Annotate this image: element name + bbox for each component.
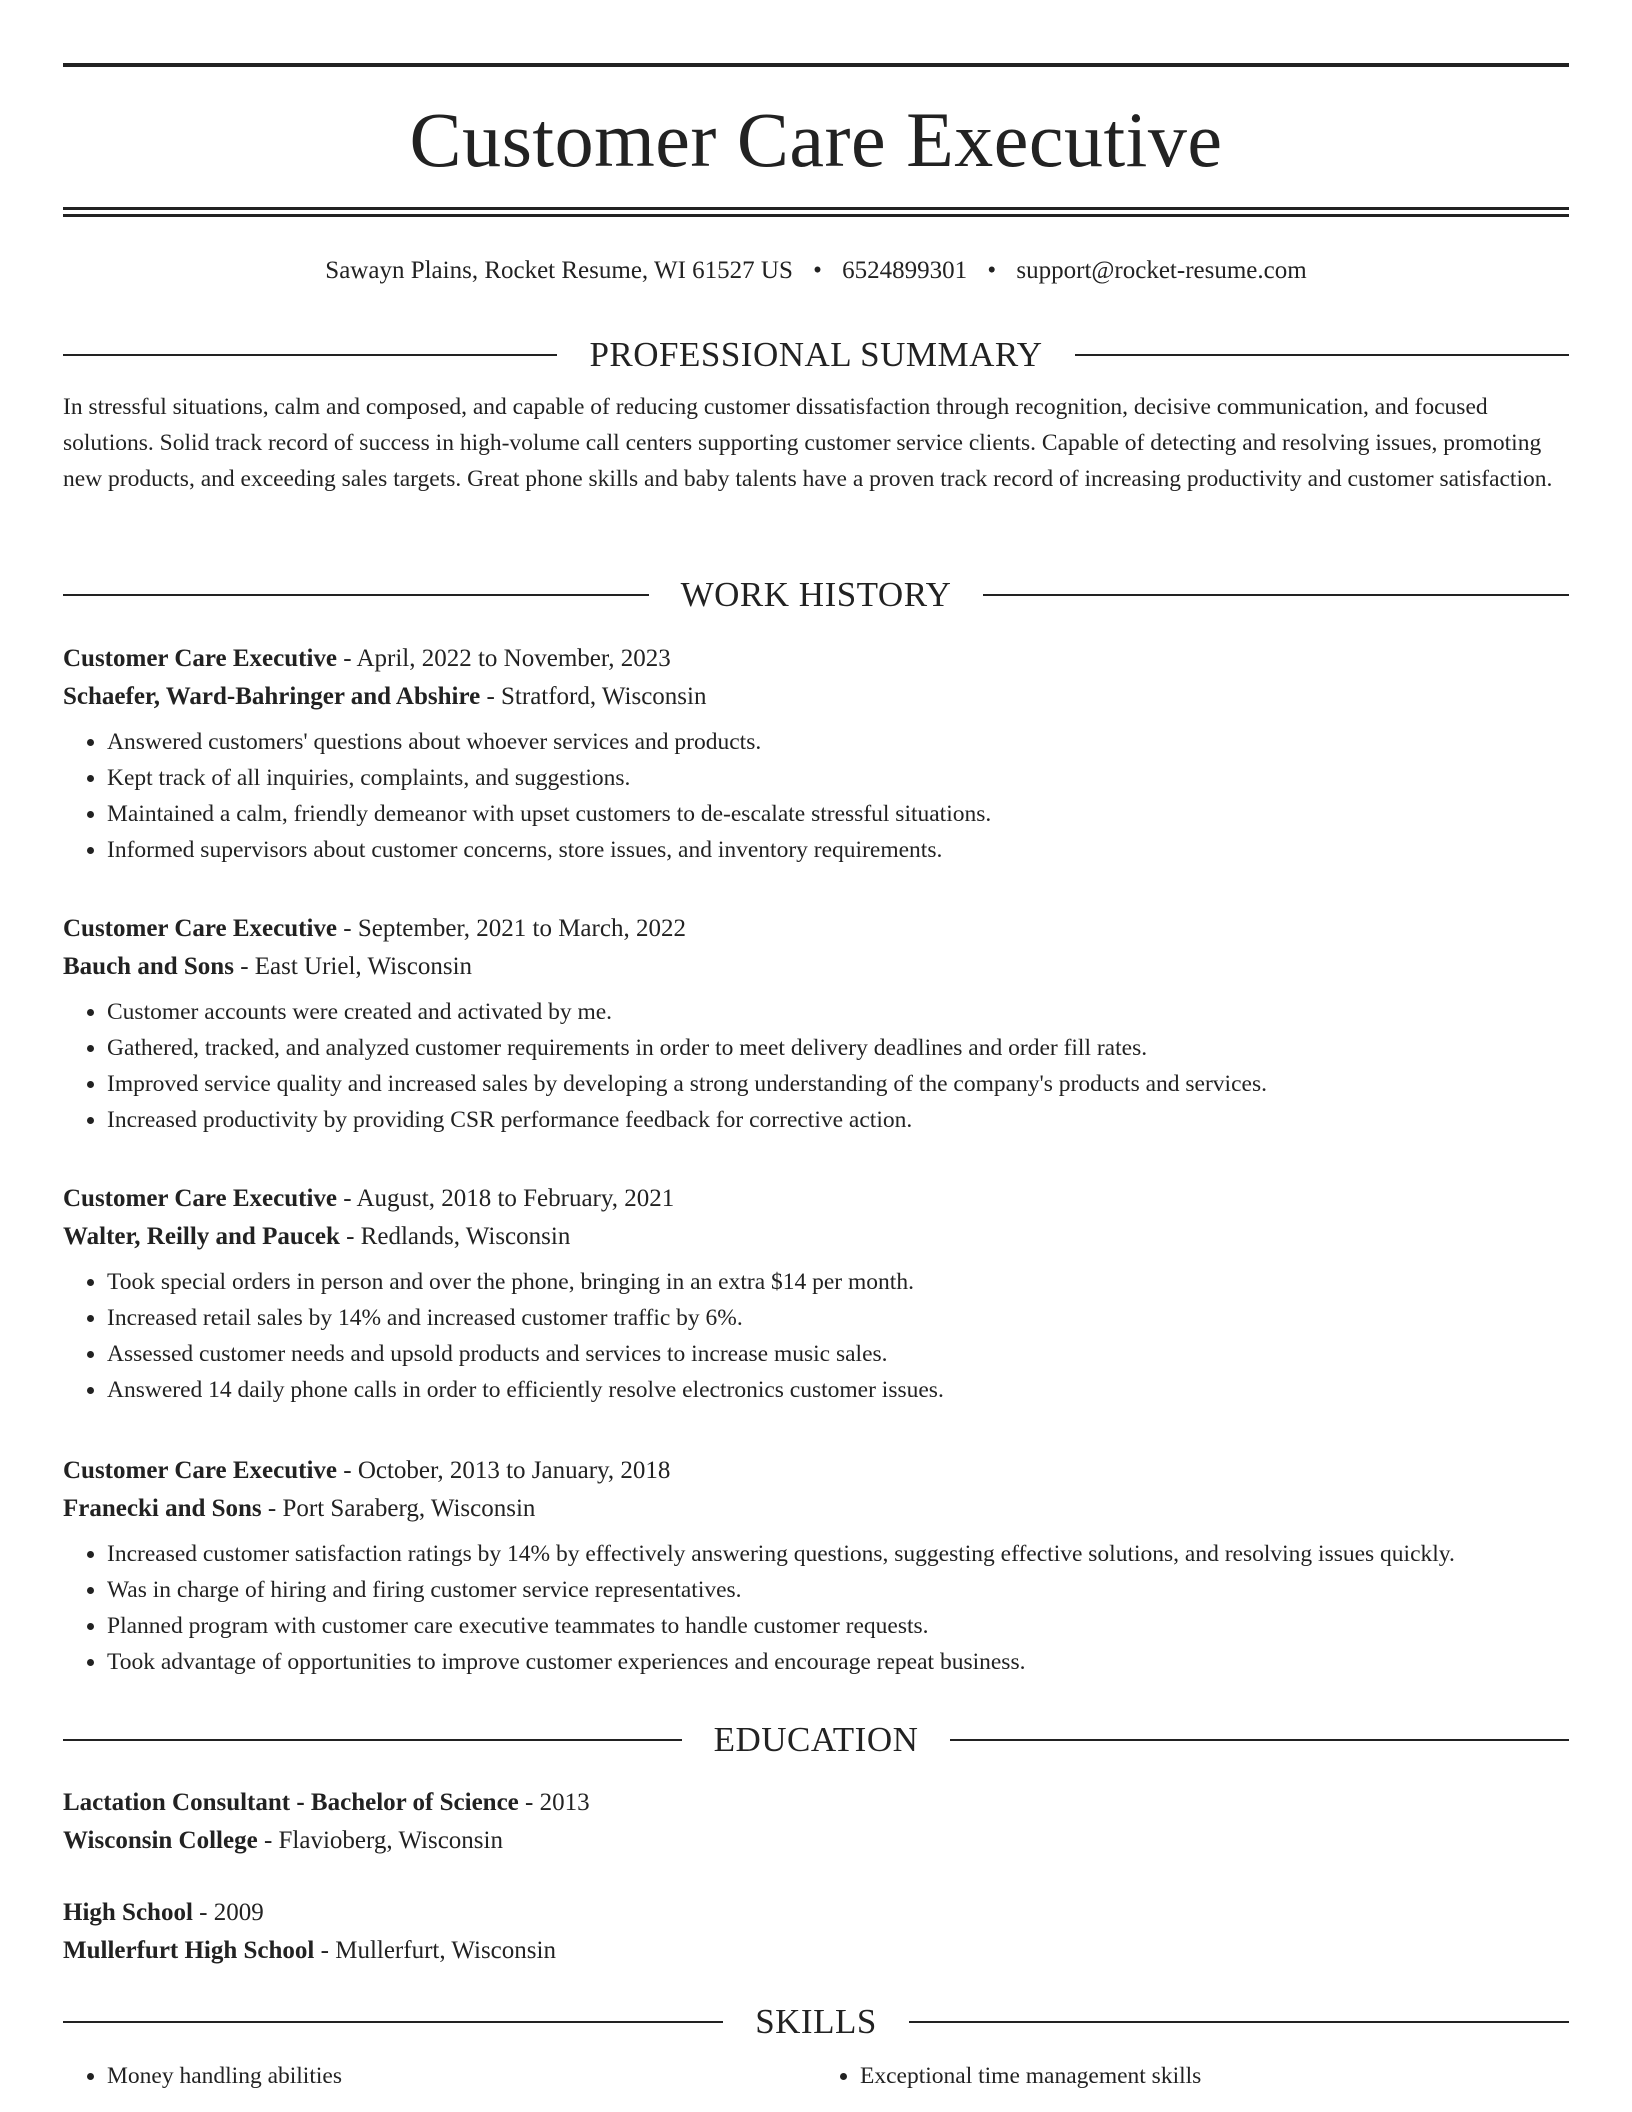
summary-section	[63, 331, 1569, 497]
job-title: Customer Care Executive	[63, 1185, 338, 1212]
skills-heading: SKILLS	[755, 2002, 877, 2041]
job-title: Customer Care Executive	[63, 645, 338, 672]
contact-line	[63, 254, 1569, 288]
section-heading	[63, 1716, 1569, 1764]
education-location: - Mullerfurt, Wisconsin	[314, 1937, 556, 1964]
skills-section	[63, 1998, 1569, 2094]
job-company: Bauch and Sons	[63, 953, 234, 980]
heading-rule	[1075, 354, 1569, 356]
job-location: - East Uriel, Wisconsin	[233, 953, 473, 980]
heading-rule	[63, 354, 557, 356]
job-bullets	[63, 724, 1569, 868]
heading-rule	[909, 2021, 1569, 2023]
education-degree: High School	[63, 1899, 193, 1926]
job-title: Customer Care Executive	[63, 915, 338, 942]
work-history-heading: WORK HISTORY	[680, 575, 952, 614]
contact-email: support@rocket-resume.com	[1016, 257, 1307, 284]
job-dates: - September, 2021 to March, 2022	[337, 915, 686, 942]
job-title: Customer Care Executive	[63, 1457, 338, 1484]
job-bullet: • Planned program with customer care executive teammates to handle customer requests.	[107, 1608, 1569, 1644]
job-company: Franecki and Sons	[63, 1495, 262, 1522]
job-location: - Redlands, Wisconsin	[339, 1223, 571, 1250]
job-bullet: • Took advantage of opportunities to improve customer experiences and encourage repeat business.	[107, 1644, 1569, 1680]
job-bullet: • Assessed customer needs and upsold products and services to increase music sales.	[107, 1336, 1569, 1372]
skills-grid	[63, 2046, 1569, 2094]
education-entry	[63, 1784, 1569, 1860]
section-heading	[63, 1998, 1569, 2046]
education-school: Wisconsin College	[63, 1827, 258, 1854]
skills-list-right	[816, 2058, 1569, 2094]
job-bullet: • Answered customers' questions about whoever services and products.	[107, 724, 1569, 760]
education-school: Mullerfurt High School	[63, 1937, 315, 1964]
job-bullets	[63, 994, 1569, 1138]
title-double-rule	[63, 207, 1569, 217]
job-bullet: • Increased customer satisfaction ratings by 14% by effectively answering questions, suggesting effective solutions, and resolving issues quickly.	[107, 1536, 1569, 1572]
work-history-section	[63, 571, 1569, 619]
education-heading: EDUCATION	[713, 1720, 919, 1759]
education-degree: Lactation Consultant - Bachelor of Science	[63, 1789, 519, 1816]
job-bullet: • Maintained a calm, friendly demeanor with upset customers to de-escalate stressful situations.	[107, 796, 1569, 832]
contact-separator: •	[987, 257, 997, 284]
heading-rule	[63, 2021, 723, 2023]
section-heading	[63, 571, 1569, 619]
contact-separator: •	[813, 257, 822, 284]
job-bullet: • Gathered, tracked, and analyzed customer requirements in order to meet delivery deadlines and order fill rates.	[107, 1030, 1569, 1066]
heading-rule	[63, 1739, 682, 1741]
job-location: - Stratford, Wisconsin	[480, 683, 707, 710]
summary-heading: PROFESSIONAL SUMMARY	[589, 335, 1043, 374]
education-year: - 2009	[192, 1899, 264, 1926]
job-company: Schaefer, Ward-Bahringer and Abshire	[63, 683, 481, 710]
skill-item: • Money handling abilities	[107, 2058, 816, 2094]
job-bullet: • Customer accounts were created and activated by me.	[107, 994, 1569, 1030]
heading-rule	[63, 594, 649, 596]
job-dates: - August, 2018 to February, 2021	[337, 1185, 675, 1212]
job-dates: - October, 2013 to January, 2018	[337, 1457, 671, 1484]
section-heading	[63, 331, 1569, 379]
job-bullet: • Answered 14 daily phone calls in order to efficiently resolve electronics customer issues.	[107, 1372, 1569, 1408]
job-bullets	[63, 1536, 1569, 1680]
job-entry	[63, 1180, 1569, 1408]
job-company: Walter, Reilly and Paucek	[63, 1223, 340, 1250]
job-bullet: • Improved service quality and increased sales by developing a strong understanding of the company's products and services.	[107, 1066, 1569, 1102]
contact-address: Sawayn Plains, Rocket Resume, WI 61527 US	[325, 257, 793, 284]
summary-text: In stressful situations, calm and composed, and capable of reducing customer dissatisfaction through recognition, decisive communication, and focused solutions. Solid track record of success in high-volume call centers supporting customer service clients. Capable of detecting and resolving issues, promoting new products, and exceeding sales targets. Great phone skills and baby talents have a proven track record of increasing productivity and customer satisfaction.	[63, 394, 1553, 492]
job-bullet: • Was in charge of hiring and firing customer service representatives.	[107, 1572, 1569, 1608]
skills-list-left	[63, 2058, 816, 2094]
job-bullet: • Informed supervisors about customer concerns, store issues, and inventory requirements.	[107, 832, 1569, 868]
job-bullet: • Took special orders in person and over the phone, bringing in an extra $14 per month.	[107, 1264, 1569, 1300]
job-bullet: • Kept track of all inquiries, complaints, and suggestions.	[107, 760, 1569, 796]
contact-phone: 6524899301	[842, 257, 968, 284]
job-entry	[63, 1452, 1569, 1680]
job-entry	[63, 640, 1569, 868]
education-entry	[63, 1894, 1569, 1970]
education-section	[63, 1716, 1569, 1764]
job-bullet: • Increased retail sales by 14% and increased customer traffic by 6%.	[107, 1300, 1569, 1336]
job-bullet: • Increased productivity by providing CSR performance feedback for corrective action.	[107, 1102, 1569, 1138]
job-bullets	[63, 1264, 1569, 1408]
job-location: - Port Saraberg, Wisconsin	[261, 1495, 536, 1522]
education-year: - 2013	[518, 1789, 590, 1816]
heading-rule	[983, 594, 1569, 596]
job-entry	[63, 910, 1569, 1138]
top-rule	[63, 63, 1569, 67]
resume-title: Customer Care Executive	[409, 96, 1223, 183]
job-dates: - April, 2022 to November, 2023	[337, 645, 671, 672]
heading-rule	[950, 1739, 1569, 1741]
education-location: - Flavioberg, Wisconsin	[257, 1827, 503, 1854]
skill-item: • Exceptional time management skills	[860, 2058, 1569, 2094]
